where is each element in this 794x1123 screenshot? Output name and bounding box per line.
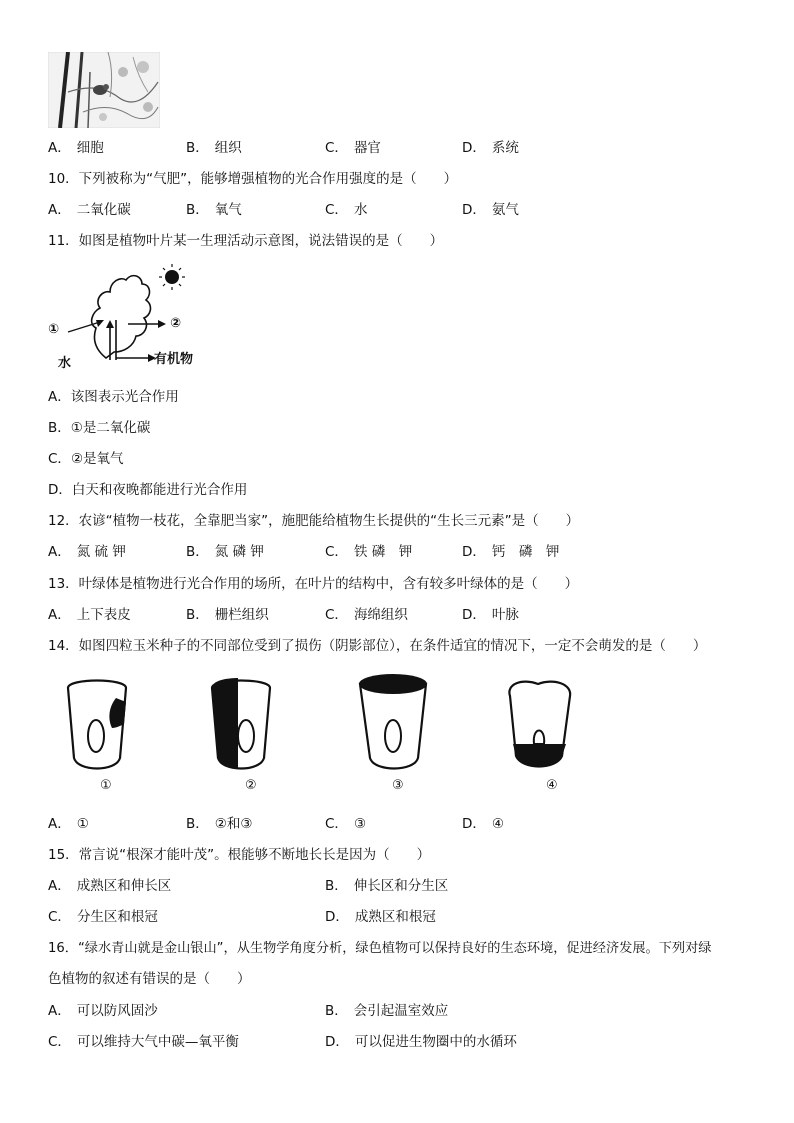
q10-option-a[interactable]: A． 二氧化碳 [48,202,131,218]
q11-option-a[interactable]: A．该图表示光合作用 [48,389,179,405]
q15-option-b[interactable]: B． 伸长区和分生区 [325,878,449,894]
label-2: ② [170,316,182,331]
q14-option-c[interactable]: C． ③ [325,816,367,832]
q15-options-row1 [48,877,748,895]
q14-stem: 14．如图四粒玉米种子的不同部位受到了损伤（阴影部位），在条件适宜的情况下，一定不会萌发的是（ ） [48,638,707,654]
q15-stem: 15．常言说“根深才能叶茂”。根能够不断地长长是因为（ ） [48,847,431,863]
q9-option-d[interactable]: D． 系统 [462,140,519,156]
q15-option-c[interactable]: C． 分生区和根冠 [48,909,158,925]
q12-option-b[interactable]: B． 氮 磷 钾 [186,544,264,560]
corn-seed-1 [60,674,135,774]
label-water: 水 [58,356,72,371]
q16-option-c[interactable]: C． 可以维持大气中碳—氧平衡 [48,1034,239,1050]
q15-option-a[interactable]: A． 成熟区和伸长区 [48,878,172,894]
q13-options [48,606,748,624]
q12-option-a[interactable]: A． 氮 硫 钾 [48,544,126,560]
label-organic: 有机物 [154,352,194,367]
q9-options [48,139,748,157]
q13-option-d[interactable]: D． 叶脉 [462,607,519,623]
seed-label-2: ② [245,778,257,793]
q12-options [48,543,748,561]
q16-options-row2 [48,1033,748,1051]
q10-stem: 10．下列被称为“气肥”，能够增强植物的光合作用强度的是（ ） [48,171,458,187]
q16-option-a[interactable]: A． 可以防风固沙 [48,1003,158,1019]
q10-options [48,201,748,219]
q12-option-c[interactable]: C． 铁 磷 钾 [325,544,413,560]
q13-stem: 13．叶绿体是植物进行光合作用的场所，在叶片的结构中，含有较多叶绿体的是（ ） [48,576,579,592]
seed-label-3: ③ [392,778,404,793]
q11-option-b[interactable]: B．①是二氧化碳 [48,420,151,436]
q14-option-a[interactable]: A． ① [48,816,89,832]
q12-stem: 12．农谚“植物一枝花，全靠肥当家”，施肥能给植物生长提供的“生长三元素”是（ ） [48,513,580,529]
q13-option-c[interactable]: C． 海绵组织 [325,607,408,623]
q14-option-b[interactable]: B． ②和③ [186,816,253,832]
q9-option-c[interactable]: C． 器官 [325,140,381,156]
q15-options-row2 [48,908,748,926]
corn-seed-3 [354,670,434,774]
seed-label-1: ① [100,778,112,793]
q13-option-a[interactable]: A． 上下表皮 [48,607,131,623]
q14-options [48,815,748,833]
label-1: ① [48,322,60,337]
seed-label-4: ④ [546,778,558,793]
q10-option-b[interactable]: B． 氧气 [186,202,242,218]
leaf-outline [92,276,151,358]
sun-icon [159,264,185,290]
corn-seed-4 [500,676,580,774]
leaf-photosynthesis-diagram [48,262,198,372]
q12-option-d[interactable]: D． 钙 磷 钾 [462,544,560,560]
q16-options-row1 [48,1002,748,1020]
q9-option-a[interactable]: A． 细胞 [48,140,104,156]
corn-seed-2 [204,674,279,774]
q10-option-d[interactable]: D． 氨气 [462,202,519,218]
q11-option-c[interactable]: C．②是氧气 [48,451,124,467]
bird-branch-photo [48,52,160,128]
q16-stem-line1: 16．“绿水青山就是金山银山”，从生物学角度分析，绿色植物可以保持良好的生态环境，促进经济发展。下列对绿 [48,941,712,956]
q13-option-b[interactable]: B． 栅栏组织 [186,607,269,623]
q9-option-b[interactable]: B． 组织 [186,140,242,156]
q16-stem-line2: 色植物的叙述有错误的是（ ） [48,971,251,987]
q11-option-d[interactable]: D．白天和夜晚都能进行光合作用 [48,482,248,498]
q11-stem: 11．如图是植物叶片某一生理活动示意图，说法错误的是（ ） [48,233,444,249]
q14-option-d[interactable]: D． ④ [462,816,505,832]
q16-option-b[interactable]: B． 会引起温室效应 [325,1003,449,1019]
q15-option-d[interactable]: D． 成熟区和根冠 [325,909,436,925]
q10-option-c[interactable]: C． 水 [325,202,368,218]
q16-option-d[interactable]: D． 可以促进生物圈中的水循环 [325,1034,517,1050]
